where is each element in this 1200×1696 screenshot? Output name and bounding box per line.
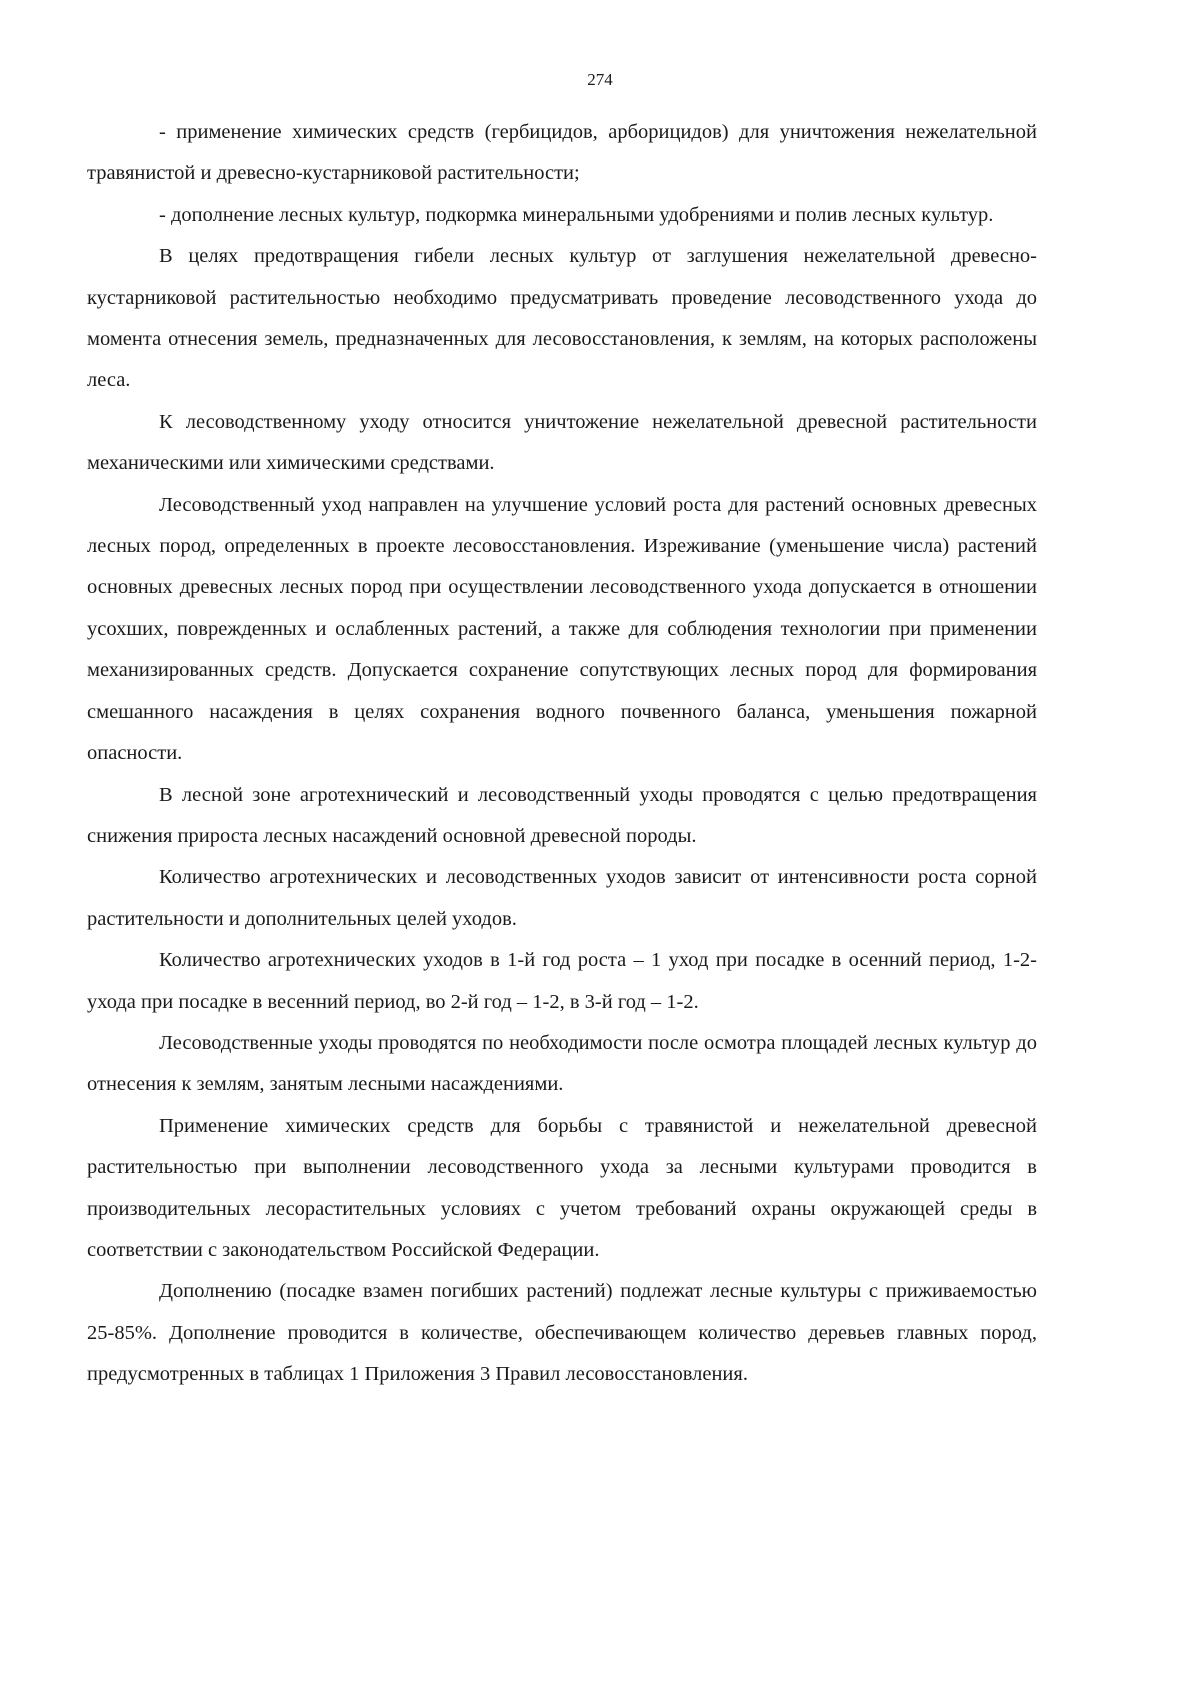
paragraph: В лесной зоне агротехнический и лесоводственный уходы проводятся с целью предотвращения снижения прироста лесных насаждений основной древесной породы. <box>87 783 1037 847</box>
paragraph: - дополнение лесных культур, подкормка минеральными удобрениями и полив лесных культур. <box>159 203 994 226</box>
paragraph: Применение химических средств для борьбы с травянистой и нежелательной древесной растительностью при выполнении лесоводственного ухода за лесными культурами проводится в производительных лесорастительных условиях с учетом требований охраны окружающей среды в соответствии с законодательством Российской Федерации. <box>87 1114 1037 1261</box>
page-number: 274 <box>587 70 613 89</box>
paragraph: Количество агротехнических уходов в 1-й год роста – 1 уход при посадке в осенний период, 1-2-ухода при посадке в весенний период, во 2-й год – 1-2, в 3-й год – 1-2. <box>87 949 1037 1013</box>
paragraph: Дополнению (посадке взамен погибших растений) подлежат лесные культуры с приживаемостью 25-85%. Дополнение проводится в количестве, обеспечивающем количество деревьев главных пород, предусмотренных в таблицах 1 Приложения 3 Правил лесовосстановления. <box>87 1280 1037 1386</box>
paragraph: - применение химических средств (гербицидов, арборицидов) для уничтожения нежелательной травянистой и древесно-кустарниковой растительности; <box>87 121 1037 185</box>
paragraph: Лесоводственный уход направлен на улучшение условий роста для растений основных древесных лесных пород, определенных в проекте лесовосстановления. Изреживание (уменьшение числа) растений основных древесных лесных пород при осуществлении лесоводственного ухода допускается в отношении усохших, поврежденных и ослабленных растений, а также для соблюдения технологии при применении механизированных средств. Допускается сохранение сопутствующих лесных пород для формирования смешанного насаждения в целях сохранения водного почвенного баланса, уменьшения пожарной опасности. <box>87 493 1037 765</box>
paragraph: В целях предотвращения гибели лесных культур от заглушения нежелательной древесно-кустарниковой растительностью необходимо предусматривать проведение лесоводственного ухода до момента отнесения земель, предназначенных для лесовосстановления, к землям, на которых расположены леса. <box>87 245 1037 392</box>
paragraph: Количество агротехнических и лесоводственных уходов зависит от интенсивности роста сорной растительности и дополнительных целей уходов. <box>87 866 1037 930</box>
body-text <box>87 112 1037 1396</box>
paragraph: Лесоводственные уходы проводятся по необходимости после осмотра площадей лесных культур до отнесения к землям, занятым лесными насаждениями. <box>87 1031 1037 1096</box>
paragraph: К лесоводственному уходу относится уничтожение нежелательной древесной растительности механическими или химическими средствами. <box>87 410 1037 475</box>
